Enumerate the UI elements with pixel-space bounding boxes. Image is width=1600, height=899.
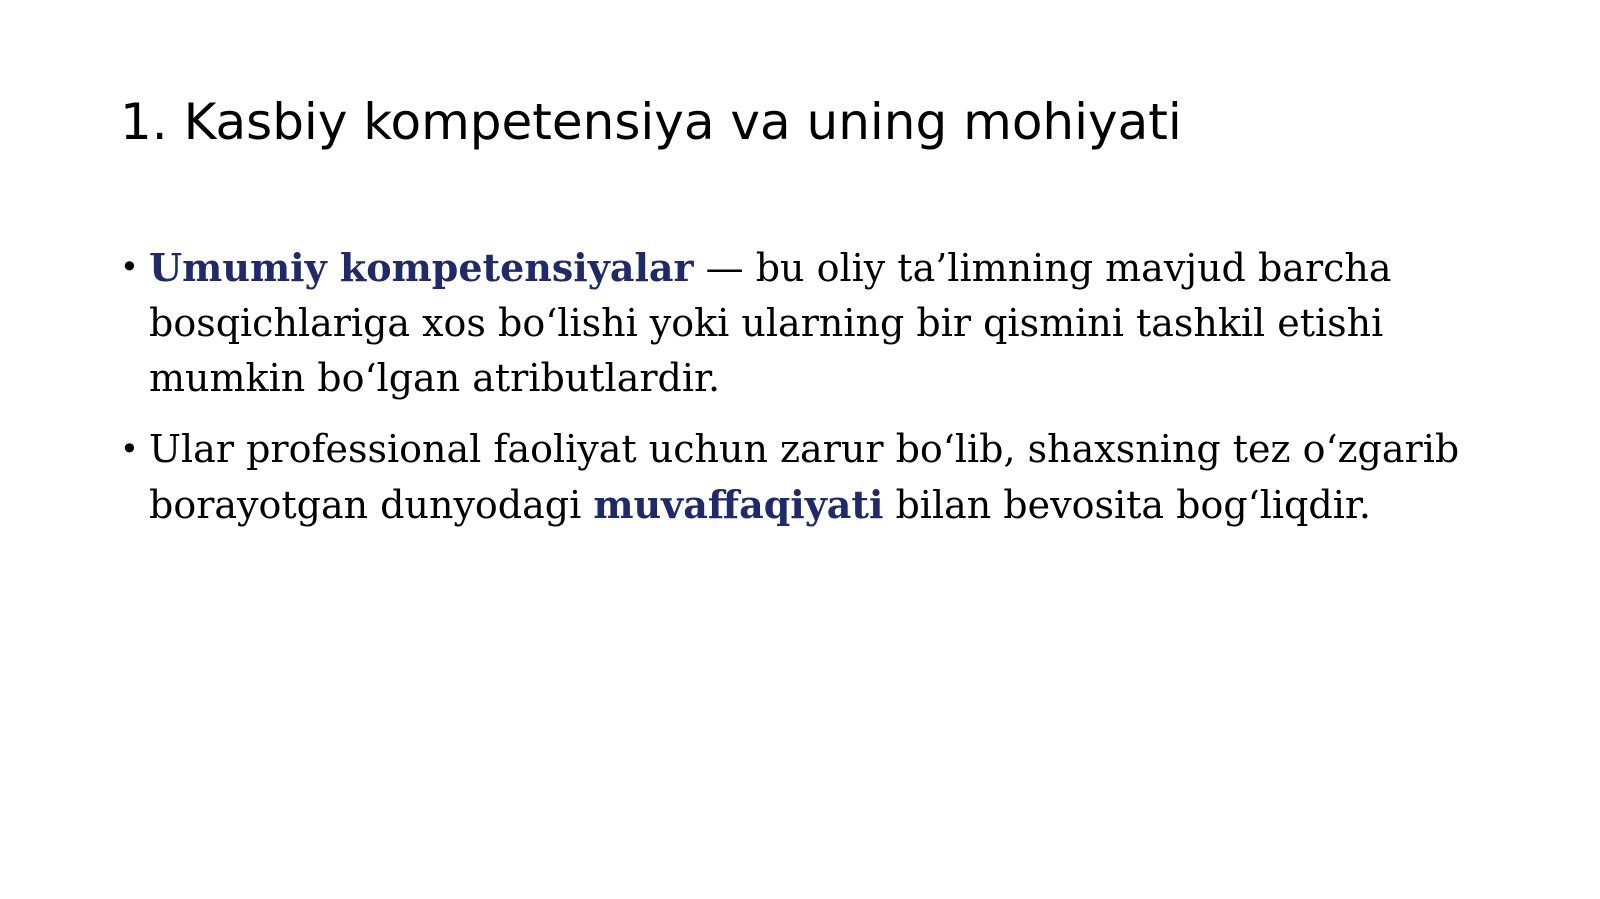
bullet-text: — bu oliy ta’limning mavjud barcha bosqichlariga xos bo‘lishi yoki ularning bir qismini tashkil etishi mumkin bo‘lgan atributlardir. — [149, 246, 1392, 400]
term-general-competencies: Umumiy kompetensiyalar — [149, 245, 694, 290]
bullet-item-general-competencies — [120, 240, 1460, 406]
bullet-list — [120, 240, 1460, 549]
bullet-marker: • — [120, 248, 139, 286]
bullet-text-before: Ular professional faoliyat uchun zarur bo‘lib, shaxsning tez o‘zgarib borayotgan dunyodagi — [149, 427, 1460, 527]
bullet-item-success — [120, 422, 1460, 533]
term-success: muvaffaqiyati — [593, 482, 884, 527]
bullet-marker: • — [120, 430, 139, 468]
slide-title: 1. Kasbiy kompetensiya va uning mohiyati — [120, 93, 1182, 151]
bullet-text-after: bilan bevosita bog‘liqdir. — [883, 483, 1371, 527]
